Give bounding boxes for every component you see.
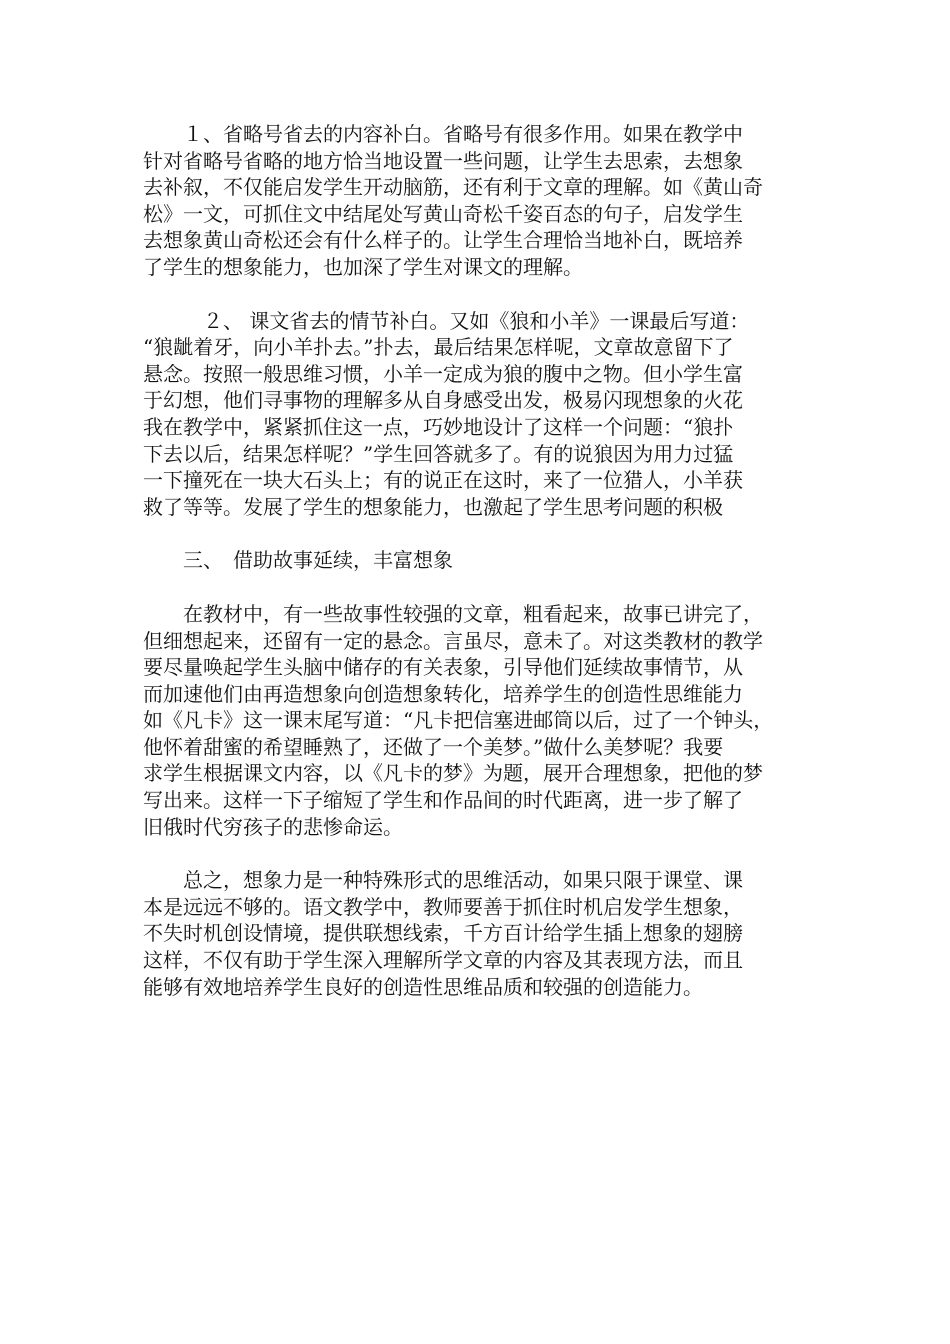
document-page: [143, 121, 815, 1000]
paragraph-1-ellipsis-supplement: １、省略号省去的内容补白。省略号有很多作用。如果在教学中 针对省略号省略的地方恰当地设置一些问题，让学生去思索，去想象 去补叙，不仅能启发学生开动脑筋，还有利于文章的理解。如《黄山奇 松》一文，可抓住文中结尾处写黄山奇松千姿百态的句子，启发学生 去想象黄山奇松还会有什么样子的。让学生合理恰当地补白，既培养 了学生的想象能力，也加深了学生对课文的理解。: [143, 122, 763, 279]
paragraph-4-conclusion: 总之，想象力是一种特殊形式的思维活动，如果只限于课堂、课 本是远远不够的。语文教学中，教师要善于抓住时机启发学生想象， 不失时机创设情境，提供联想线索，千方百计给学生插上想象的翅膀 这样，不仅有助于学生深入理解所学文章的内容及其表现方法，而且 能够有效地培养学生良好的创造性思维品质和较强的创造能力。: [143, 868, 743, 999]
paragraph-2-plot-supplement: ２、 课文省去的情节补白。又如《狼和小羊》一课最后写道： “狼龇着牙，向小羊扑去。”扑去，最后结果怎样呢，文章故意留下了 悬念。按照一般思维习惯，小羊一定成为狼的腹中之物。但小学生富 于幻想，他们寻事物的理解多从自身感受出发，极易闪现想象的火花 我在教学中，紧紧抓住这一点，巧妙地设计了这样一个问题：“狼扑 下去以后，结果怎样呢？”学生回答就多了。有的说狼因为用力过猛 一下撞死在一块大石头上；有的说正在这时，来了一位猎人，小羊获 救了等等。发展了学生的想象能力，也激起了学生思考问题的积极: [143, 308, 750, 519]
paragraph-3-story-continuation: 在教材中，有一些故事性较强的文章，粗看起来，故事已讲完了， 但细想起来，还留有一定的悬念。言虽尽，意未了。对这类教材的教学 要尽量唤起学生头脑中储存的有关表象，引导他们延续故事情节，从 而加速他们由再造想象向创造想象转化，培养学生的创造性思维能力 如《凡卡》这一课末尾写道：“凡卡把信塞进邮筒以后，过了一个钟头， 他怀着甜蜜的希望睡熟了，还做了一个美梦。”做什么美梦呢？我要 求学生根据课文内容，以《凡卡的梦》为题，展开合理想象，把他的梦 写出来。这样一下子缩短了学生和作品间的时代距离，进一步了解了 旧俄时代穷孩子的悲惨命运。: [143, 601, 774, 839]
section-heading-story-continuation: 三、 借助故事延续，丰富想象: [143, 548, 453, 573]
